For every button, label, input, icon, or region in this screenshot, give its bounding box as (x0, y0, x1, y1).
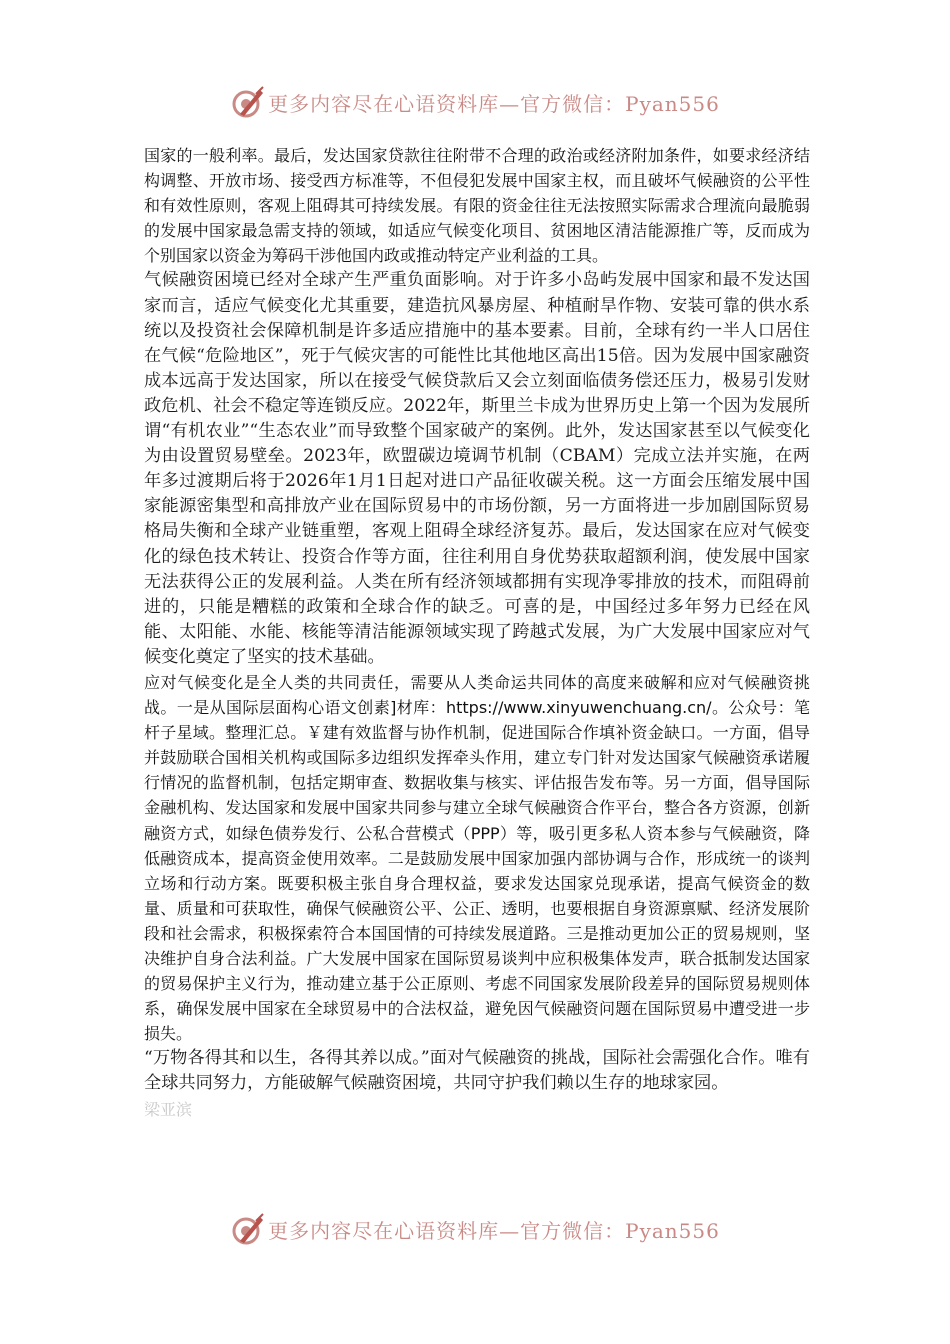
document-body (144, 143, 810, 1122)
paragraph-3: 应对气候变化是全人类的共同责任，需要从人类命运共同体的高度来破解和应对气候融资挑战。一是从国际层面构心语文创素]材库：https://www.xinyuwenchuang.cn/。公众号：笔杆子星域。整理汇总。￥建有效监督与协作机制，促进国际合作填补资金缺口。一方面，倡导并鼓励联合国相关机构或国际多边组织发挥牵头作用，建立专门针对发达国家气候融资承诺履行情况的监督机制，包括定期审查、数据收集与核实、评估报告发布等。另一方面，倡导国际金融机构、发达国家和发展中国家共同参与建立全球气候融资合作平台，整合各方资源，创新融资方式，如绿色债券发行、公私合营模式（PPP）等，吸引更多私人资本参与气候融资，降低融资成本，提高资金使用效率。二是鼓励发展中国家加强内部协调与合作，形成统一的谈判立场和行动方案。既要积极主张自身合理权益，要求发达国家兑现承诺，提高气候资金的数量、质量和可获取性，确保气候融资公平、公正、透明，也要根据自身资源禀赋、经济发展阶段和社会需求，积极探索符合本国国情的可持续发展道路。三是推动更加公正的贸易规则，坚决维护自身合法利益。广大发展中国家在国际贸易谈判中应积极集体发声，联合抵制发达国家的贸易保护主义行为，推动建立基于公正原则、考虑不同国家发展阶段差异的国际贸易规则体系，确保发展中国家在全球贸易中的合法权益，避免因气候融资问题在国际贸易中遭受进一步损失。 (144, 672, 810, 1044)
banner-text: 更多内容尽在心语资料库—官方微信：Pyan556 (268, 1218, 720, 1243)
quill-pen-logo-icon (230, 84, 266, 120)
paragraph-4: “万物各得其和以生，各得其养以成。”面对气候融资的挑战，国际社会需强化合作。唯有全球共同努力，方能破解气候融资困境，共同守护我们赖以生存的地球家园。 (144, 1048, 810, 1094)
header-banner (0, 82, 950, 122)
footer-banner (0, 1209, 950, 1249)
quill-pen-logo-icon (230, 1211, 266, 1247)
author-name: 梁亚滨 (144, 1099, 193, 1119)
paragraph-1: 国家的一般利率。最后，发达国家贷款往往附带不合理的政治或经济附加条件，如要求经济结构调整、开放市场、接受西方标准等，不但侵犯发展中国家主权，而且破坏气候融资的公平性和有效性原则，客观上阻碍其可持续发展。有限的资金往往无法按照实际需求合理流向最脆弱的发展中国家最急需支持的领域，如适应气候变化项目、贫困地区清洁能源推广等，反而成为个别国家以资金为筹码干涉他国内政或推动特定产业利益的工具。 (144, 146, 810, 266)
banner-text: 更多内容尽在心语资料库—官方微信：Pyan556 (268, 91, 720, 116)
paragraph-2: 气候融资困境已经对全球产生严重负面影响。对于许多小岛屿发展中国家和最不发达国家而言，适应气候变化尤其重要，建造抗风暴房屋、种植耐旱作物、安装可靠的供水系统以及投资社会保障机制是许多适应措施中的基本要素。目前，全球有约一半人口居住在气候“危险地区”，死于气候灾害的可能性比其他地区高出15倍。因为发展中国家融资成本远高于发达国家，所以在接受气候贷款后又会立刻面临债务偿还压力，极易引发财政危机、社会不稳定等连锁反应。2022年，斯里兰卡成为世界历史上第一个因为发展所谓“有机农业”“生态农业”而导致整个国家破产的案例。此外，发达国家甚至以气候变化为由设置贸易壁垒。2023年，欧盟碳边境调节机制（CBAM）完成立法并实施，在两年多过渡期后将于2026年1月1日起对进口产品征收碳关税。这一方面会压缩发展中国家能源密集型和高排放产业在国际贸易中的市场份额，另一方面将进一步加剧国际贸易格局失衡和全球产业链重塑，客观上阻碍全球经济复苏。最后，发达国家在应对气候变化的绿色技术转让、投资合作等方面，往往利用自身优势获取超额利润，使发展中国家无法获得公正的发展利益。人类在所有经济领域都拥有实现净零排放的技术，而阻碍前进的，只能是糟糕的政策和全球合作的缺乏。可喜的是，中国经过多年努力已经在风能、太阳能、水能、核能等清洁能源领域实现了跨越式发展，为广大发展中国家应对气候变化奠定了坚实的技术基础。 (144, 270, 810, 667)
